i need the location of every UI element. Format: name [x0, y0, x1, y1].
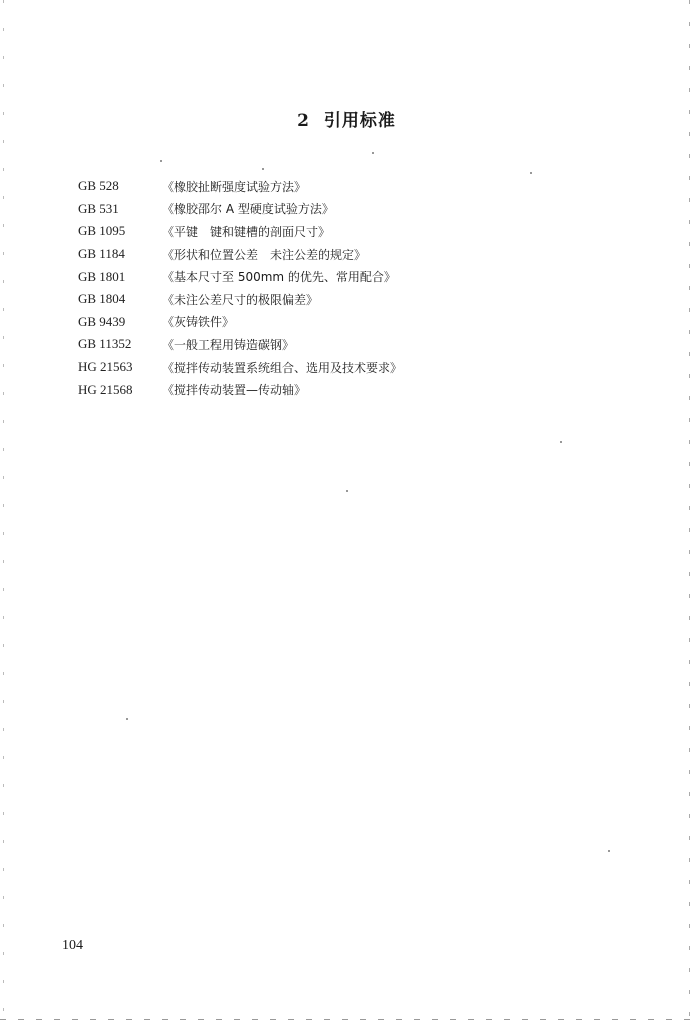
standard-code: HG 21568	[78, 381, 133, 397]
standard-title: 《灰铸铁件》	[162, 315, 235, 330]
scan-edge-left	[3, 0, 4, 1024]
standard-title: 《搅拌传动装置系统组合、选用及技术要求》	[162, 360, 403, 375]
list-item	[78, 198, 402, 221]
list-item	[78, 356, 402, 379]
standard-code: HG 21563	[78, 359, 133, 375]
scan-edge-right	[689, 0, 690, 1024]
standard-title: 《未注公差尺寸的极限偏差》	[162, 292, 319, 307]
scan-speck	[530, 172, 532, 174]
list-item	[78, 311, 402, 334]
standard-code: GB 9439	[78, 313, 126, 329]
list-item	[78, 265, 402, 288]
standard-code: GB 528	[78, 178, 119, 194]
standard-code: GB 1095	[78, 223, 126, 239]
scan-speck	[126, 718, 128, 720]
standard-title: 《基本尺寸至 500mm 的优先、常用配合》	[162, 270, 396, 285]
standard-code: GB 531	[78, 200, 119, 216]
referenced-standards-list	[78, 175, 402, 401]
list-item	[78, 333, 402, 356]
standard-code: GB 1184	[78, 246, 125, 262]
standard-title: 《一般工程用铸造碳钢》	[162, 337, 295, 352]
scan-speck	[160, 160, 162, 162]
scan-edge-bottom	[0, 1019, 693, 1020]
standard-title: 《搅拌传动装置—传动轴》	[162, 383, 307, 398]
scan-speck	[262, 168, 264, 170]
standard-code: GB 1801	[78, 268, 126, 284]
list-item	[78, 378, 402, 401]
section-title	[0, 106, 693, 131]
standard-title: 《平键 键和键槽的剖面尺寸》	[162, 224, 331, 239]
standard-title: 《橡胶扯断强度试验方法》	[162, 179, 307, 194]
standard-title: 《橡胶邵尔 A 型硬度试验方法》	[162, 202, 334, 217]
section-heading: 引用标准	[323, 111, 396, 131]
scan-speck	[560, 441, 562, 443]
scan-speck	[608, 850, 610, 852]
standard-code: GB 1804	[78, 291, 126, 307]
page-number: 104	[62, 938, 83, 953]
list-item	[78, 175, 402, 198]
scan-speck	[346, 490, 348, 492]
scan-speck	[372, 152, 374, 154]
standard-title: 《形状和位置公差 未注公差的规定》	[162, 247, 367, 262]
section-number: 2	[297, 111, 310, 131]
standard-code: GB 11352	[78, 336, 132, 352]
list-item	[78, 288, 402, 311]
list-item	[78, 220, 402, 243]
list-item	[78, 243, 402, 266]
